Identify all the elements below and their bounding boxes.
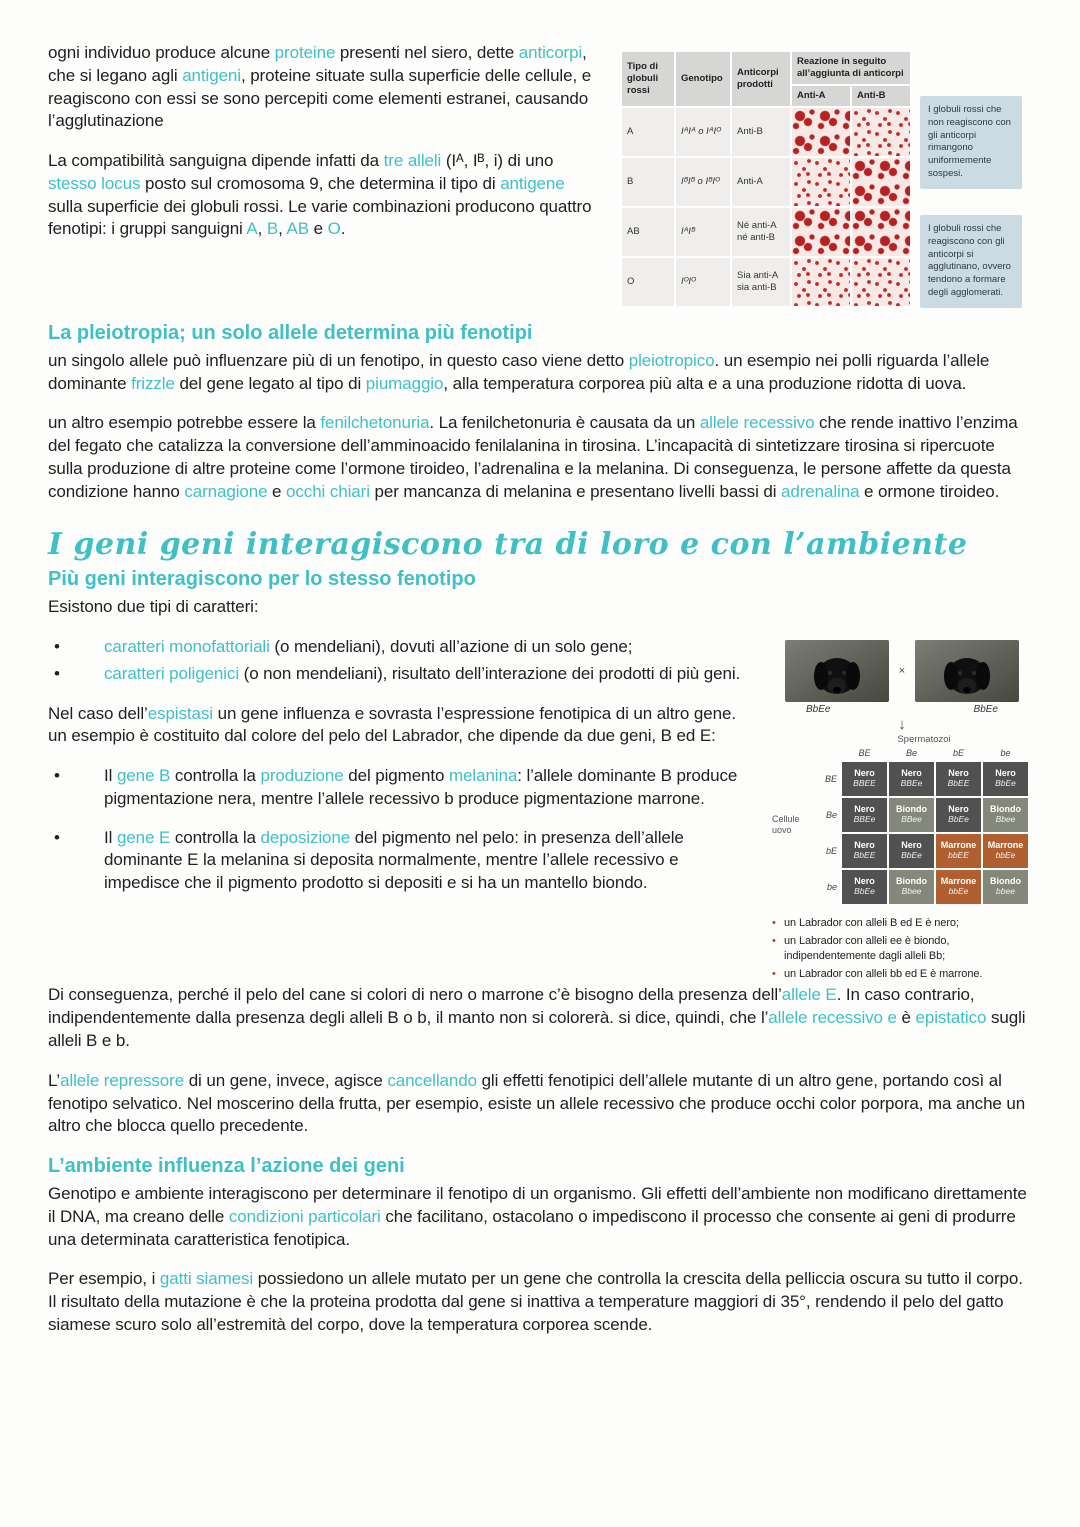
genotype-cell: IᴼIᴼ	[676, 258, 730, 306]
phenotype-label: Nero	[995, 768, 1016, 779]
genotype-cell: IᴮIᴮ o IᴮIᴼ	[676, 158, 730, 206]
row-header: be	[826, 882, 837, 893]
parent-dogs	[772, 640, 1032, 702]
genotype-label: bbEe	[948, 886, 969, 897]
phenotype-label: Nero	[854, 840, 875, 851]
phenotype-label: Nero	[854, 804, 875, 815]
character-types-intro: Esistono due tipi di caratteri:	[48, 597, 259, 617]
col-header-tipo: Tipo di globuli rossi	[622, 52, 674, 106]
genotype-label: bbee	[996, 886, 1015, 897]
column-header: bE	[952, 748, 964, 759]
column-header: be	[1000, 748, 1011, 759]
punnett-cell	[889, 798, 934, 832]
punnett-cell	[842, 762, 887, 796]
sperm-label: Spermatozoi	[897, 734, 951, 746]
table-header-row	[622, 52, 910, 84]
antibody-cell: Anti-A	[732, 158, 790, 206]
genotype-label: BbEe	[948, 814, 969, 825]
list-item: • caratteri poligenici (o non mendeliani), risultato dell’interazione dei prodotti di più geni.	[48, 663, 746, 686]
antibody-cell: Anti-B	[732, 108, 790, 156]
down-arrow-icon: ↓	[898, 716, 906, 734]
reaction-anti-a-cell	[792, 108, 850, 156]
caption-item: • un Labrador con alleli bb ed E è marrone.	[772, 967, 1032, 982]
egg-label: Cellule uovo	[772, 814, 800, 836]
punnett-cell	[842, 798, 887, 832]
punnett-cell	[842, 834, 887, 868]
intro-text-column	[48, 42, 594, 308]
phenotype-label: Nero	[854, 876, 875, 887]
caption-item: • un Labrador con alleli B ed E è nero;	[772, 916, 1032, 931]
reaction-anti-a-cell	[792, 208, 850, 256]
list-item: • caratteri monofattoriali (o mendeliani), dovuti all’azione di un solo gene;	[48, 636, 746, 659]
blood-type-cell: AB	[622, 208, 674, 256]
labrador-photo	[785, 640, 889, 702]
punnett-cell	[842, 870, 887, 904]
environment-paragraph-2: Per esempio, i gatti siamesi possiedono un allele mutato per un gene che controlla la crescita della pelliccia oscura su tutto il corpo. Il risultato della mutazione è che la proteina prodotta dal gene si inattiva a temperature maggiori di 35°, rendendo il pelo del gatto siamese scuro solo all’estremità del corpo, dove la temperatura corporea scende.	[48, 1269, 1023, 1334]
blood-type-cell: A	[622, 108, 674, 156]
phenotype-label: Marrone	[940, 840, 977, 851]
dog-genotype-label: BbEe	[973, 704, 998, 716]
genotype-label: BBEe	[853, 814, 876, 825]
table-notes-column	[920, 50, 1022, 308]
dog-silhouette-icon	[915, 640, 1019, 702]
punnett-cell	[983, 762, 1028, 796]
environment-paragraph-1: Genotipo e ambiente interagiscono per determinare il fenotipo di un organismo. Gli effetti dell’ambiente non modificano direttamente il DNA, ma creano delle condizioni particolari che facilitano, ostacolano o impediscono il processo che consente ai geni di produrre una determinata caratteristica fenotipica.	[48, 1184, 1027, 1249]
genotype-label: BbEE	[947, 778, 970, 789]
col-header-anti-b: Anti-B	[852, 86, 910, 106]
col-header-reazione: Reazione in seguito all’aggiunta di anticorpi	[792, 52, 910, 84]
genotype-label: bbEe	[995, 850, 1016, 861]
repressor-paragraph: L’allele repressore di un gene, invece, agisce cancellando gli effetti fenotipici dell’allele mutante di un altro gene, portando così al fenotipo selvatico. Nel moscerino della frutta, per esempio, esiste un allele recessivo che produce occhi color porpora, ma anche un altro che blocca quello precedente.	[48, 1070, 1026, 1136]
punnett-cell	[889, 762, 934, 796]
genotype-cell: IᴬIᴮ	[676, 208, 730, 256]
genotype-label: BBEe	[900, 778, 923, 789]
table-row	[622, 258, 910, 306]
col-header-genotipo: Genotipo	[676, 52, 730, 106]
intro-paragraph-2: La compatibilità sanguigna dipende infatti da tre alleli (Iᴬ, Iᴮ, i) di uno stesso locus posto sul cromosoma 9, che determina il tipo di antigene sulla superficie dei globuli rossi. Le varie combinazioni producono quattro fenotipi: i gruppi sanguigni A, B, AB e O.	[48, 151, 592, 239]
genotype-label: BbEe	[995, 778, 1016, 789]
epistasis-section	[48, 636, 1032, 984]
reaction-anti-b-cell	[852, 258, 910, 306]
phenotype-label: Biondo	[896, 804, 927, 815]
labrador-photo	[915, 640, 1019, 702]
grid-corner	[816, 746, 840, 760]
genes-interact-heading: I geni geni interagiscono tra di loro e con l’ambiente	[48, 527, 968, 563]
column-header: Be	[905, 748, 917, 759]
phenotype-label: Nero	[901, 768, 922, 779]
cross-symbol: ×	[898, 665, 906, 678]
phenotype-label: Nero	[948, 768, 969, 779]
column-header: BE	[858, 748, 871, 759]
phenotype-label: Biondo	[896, 876, 927, 887]
parent-genotype-labels	[772, 702, 1032, 715]
note-agglutinated-cells: I globuli rossi che reagiscono con gli anticorpi si agglutinano, ovvero tendono a formare degli agglomerati.	[920, 215, 1022, 308]
reaction-anti-a-cell	[792, 258, 850, 306]
punnett-cell	[889, 834, 934, 868]
punnett-cell	[889, 870, 934, 904]
pleiotropia-paragraph-2: un altro esempio potrebbe essere la fenilchetonuria. La fenilchetonuria è causata da un allele recessivo che rende inattivo l’enzima del fegato che catalizza la conversione dell’amminoacido fenilalanina in tirosina. L’incapacità di sintetizzare tirosina si ripercuote sulla produzione di altre proteine come l’ormone tiroideo, l’adrenalina e la melanina. Di conseguenza, le persone affette da questa condizione hanno carnagione e occhi chiari per mancanza di melanina e presentano livelli bassi di adrenalina e ormone tiroideo.	[48, 413, 1018, 501]
punnett-cell	[936, 798, 981, 832]
blood-groups-table	[620, 50, 912, 308]
epistasis-text-column	[48, 636, 746, 984]
col-header-anti-a: Anti-A	[792, 86, 850, 106]
intro-paragraph-1: ogni individuo produce alcune proteine presenti nel siero, dette anticorpi, che si legano agli antigeni, proteine situate sulla superficie delle cellule, e reagiscono con essi se sono percepiti come elementi estranei, causando l’agglutinazione	[48, 43, 592, 131]
blood-type-cell: B	[622, 158, 674, 206]
row-header: bE	[825, 846, 837, 857]
genotype-cell: IᴬIᴬ o IᴬIᴼ	[676, 108, 730, 156]
punnett-cell	[936, 834, 981, 868]
phenotype-label: Marrone	[987, 840, 1024, 851]
blood-table-figure	[620, 42, 1032, 308]
table-row	[622, 108, 910, 156]
blood-type-cell: O	[622, 258, 674, 306]
reaction-anti-a-cell	[792, 158, 850, 206]
reaction-anti-b-cell	[852, 108, 910, 156]
list-item: • Il gene E controlla la deposizione del pigmento nel pelo: in presenza dell’allele dominante E la melanina si deposita normalmente, mentre l’allele recessivo e impedisce che il pigmento prodotto si depositi e si ha un mantello biondo.	[48, 827, 746, 895]
reaction-anti-b-cell	[852, 158, 910, 206]
list-item: • Il gene B controlla la produzione del pigmento melanina: l’allele dominante B produce pigmentazione nera, mentre l’allele recessivo b produce pigmentazione marrone.	[48, 765, 746, 811]
antibody-cell: Né anti-A né anti-B	[732, 208, 790, 256]
phenotype-label: Nero	[901, 840, 922, 851]
punnett-square	[772, 746, 1032, 904]
punnett-cell	[983, 834, 1028, 868]
consequence-paragraph: Di conseguenza, perché il pelo del cane si colori di nero o marrone c’è bisogno della presenza dell’allele E. In caso contrario, indipendentemente dalla presenza degli alleli B o b, il manto non si colorerà. si dice, quindi, che l’allele recessivo e è epistatico sugli alleli B e b.	[48, 985, 1026, 1051]
col-header-anticorpi: Anticorpi prodotti	[732, 52, 790, 106]
genotype-label: BbEE	[853, 850, 876, 861]
genotype-label: Bbee	[901, 886, 922, 897]
punnett-cell	[983, 798, 1028, 832]
genotype-label: BBee	[901, 814, 922, 825]
punnett-grid	[816, 746, 1028, 904]
punnett-cell	[983, 870, 1028, 904]
punnett-cell	[936, 762, 981, 796]
dog-genotype-label: BbEe	[806, 704, 831, 716]
table-row	[622, 158, 910, 206]
antibody-cell: Sia anti-A sia anti-B	[732, 258, 790, 306]
gene-be-list	[48, 765, 746, 895]
pleiotropia-heading: La pleiotropia; un solo allele determina più fenotipi	[48, 321, 533, 344]
row-header: BE	[824, 774, 837, 785]
phenotype-label: Biondo	[990, 804, 1021, 815]
genotype-label: bbEE	[948, 850, 969, 861]
phenotype-label: Nero	[948, 804, 969, 815]
table-row	[622, 208, 910, 256]
genotype-label: BBEE	[853, 778, 876, 789]
genotype-label: BbEe	[854, 886, 875, 897]
phenotype-label: Marrone	[940, 876, 977, 887]
blood-groups-section	[48, 42, 1032, 308]
polygenic-subheading: Più geni interagiscono per lo stesso fenotipo	[48, 568, 476, 591]
punnett-cell	[936, 870, 981, 904]
character-types-list	[48, 636, 746, 686]
phenotype-label: Nero	[854, 768, 875, 779]
dog-silhouette-icon	[785, 640, 889, 702]
figure-caption-list	[772, 916, 1032, 981]
environment-heading: L’ambiente influenza l’azione dei geni	[48, 1155, 405, 1178]
epistasis-paragraph: Nel caso dell’espistasi un gene influenza e sovrasta l’espressione fenotipica di un altro gene. un esempio è costituito dal colore del pelo del Labrador, che dipende da due geni, B ed E:	[48, 703, 736, 746]
caption-item: • un Labrador con alleli ee è biondo, indipendentemente dagli alleli Bb;	[772, 934, 1032, 964]
note-suspended-cells: I globuli rossi che non reagiscono con gli anticorpi rimangono uniformemente sospesi.	[920, 96, 1022, 189]
phenotype-label: Biondo	[990, 876, 1021, 887]
labrador-figure	[772, 636, 1032, 984]
pleiotropia-paragraph-1: un singolo allele può influenzare più di un fenotipo, in questo caso viene detto pleiotropico. un esempio nei polli riguarda l’allele dominante frizzle del gene legato al tipo di piumaggio, alla temperatura corporea più alta e a una produzione ridotta di uova.	[48, 350, 990, 393]
genotype-label: BbEe	[901, 850, 922, 861]
reaction-anti-b-cell	[852, 208, 910, 256]
genotype-label: Bbee	[995, 814, 1016, 825]
row-header: Be	[825, 810, 837, 821]
